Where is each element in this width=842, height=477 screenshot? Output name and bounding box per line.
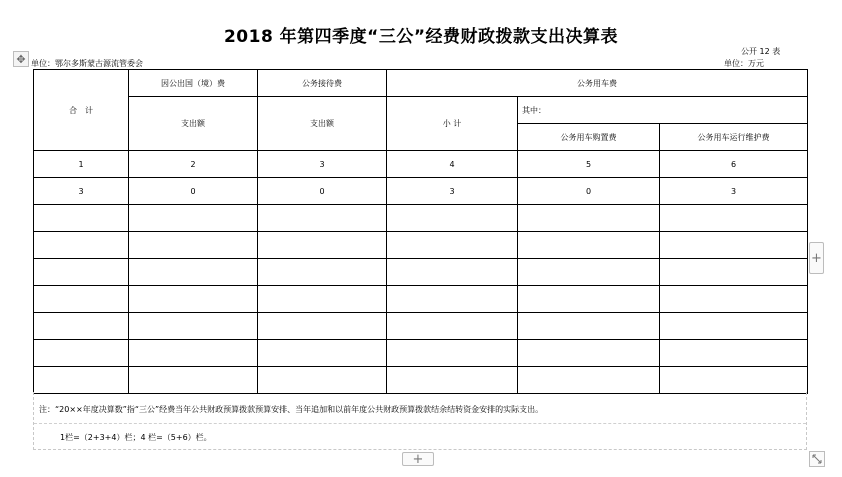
table-cell[interactable] [258, 340, 387, 367]
table-cell[interactable] [660, 286, 808, 313]
table-row [34, 205, 808, 232]
header-expenditure-reception[interactable]: 支出额 [258, 97, 387, 151]
table-cell[interactable] [34, 367, 129, 394]
table-cell[interactable] [387, 259, 518, 286]
table-cell[interactable]: 0 [258, 178, 387, 205]
table-cell[interactable] [258, 259, 387, 286]
table-cell[interactable] [34, 340, 129, 367]
table-cell[interactable] [129, 205, 258, 232]
table-row [34, 313, 808, 340]
table-cell[interactable] [518, 205, 660, 232]
table-cell[interactable] [660, 367, 808, 394]
table-cell[interactable] [387, 340, 518, 367]
table-cell[interactable] [387, 286, 518, 313]
table-cell[interactable] [34, 205, 129, 232]
table-cell[interactable] [129, 340, 258, 367]
table-row [34, 259, 808, 286]
table-row [34, 286, 808, 313]
table-cell[interactable] [258, 232, 387, 259]
table-cell[interactable] [258, 313, 387, 340]
notes-area [33, 392, 807, 450]
table-cell[interactable] [387, 367, 518, 394]
table-cell[interactable] [660, 313, 808, 340]
header-vehicle[interactable]: 公务用车费 [387, 70, 808, 97]
expense-table [33, 69, 808, 394]
table-cell[interactable] [518, 259, 660, 286]
table-cell[interactable] [387, 313, 518, 340]
table-cell[interactable] [129, 313, 258, 340]
table-cell[interactable]: 5 [518, 151, 660, 178]
header-reception[interactable]: 公务接待费 [258, 70, 387, 97]
table-row [34, 178, 808, 205]
table-cell[interactable] [518, 313, 660, 340]
page-title: 2018 年第四季度“三公”经费财政拨款支出决算表 [223, 27, 619, 47]
table-cell[interactable] [518, 232, 660, 259]
table-cell[interactable] [660, 340, 808, 367]
table-cell[interactable] [129, 286, 258, 313]
table-cell[interactable] [387, 232, 518, 259]
table-cell[interactable] [129, 367, 258, 394]
table-cell[interactable] [518, 340, 660, 367]
table-cell[interactable] [129, 232, 258, 259]
table-cell[interactable] [258, 205, 387, 232]
table-cell[interactable] [34, 232, 129, 259]
table-cell[interactable] [660, 232, 808, 259]
table-cell[interactable] [34, 259, 129, 286]
add-row-button[interactable]: + [402, 452, 434, 466]
table-row [34, 232, 808, 259]
header-vehicle-purchase[interactable]: 公务用车购置费 [518, 124, 660, 151]
resize-arrows-icon [812, 454, 822, 464]
table-cell[interactable] [518, 286, 660, 313]
table-cell[interactable] [258, 367, 387, 394]
table-cell[interactable]: 4 [387, 151, 518, 178]
table-row [34, 151, 808, 178]
table-cell[interactable]: 3 [34, 178, 129, 205]
unit-organization: 单位：鄂尔多斯蒙古源流管委会 [31, 59, 143, 68]
table-cell[interactable] [660, 205, 808, 232]
table-cell[interactable]: 3 [387, 178, 518, 205]
header-total[interactable]: 合 计 [34, 70, 129, 151]
table-cell[interactable] [258, 286, 387, 313]
table-cell[interactable] [34, 286, 129, 313]
header-vehicle-operation[interactable]: 公务用车运行维护费 [660, 124, 808, 151]
table-cell[interactable]: 0 [518, 178, 660, 205]
table-resize-handle-icon[interactable] [809, 451, 825, 467]
table-cell[interactable]: 3 [258, 151, 387, 178]
note-divider [34, 423, 806, 424]
table-cell[interactable] [660, 259, 808, 286]
table-note[interactable]: 注：“20××年度决算数”指“三公”经费当年公共财政预算拨款预算安排、当年追加和以前年度公共财政预算拨款结余结转资金安排的实际支出。 [39, 405, 544, 414]
table-cell[interactable]: 3 [660, 178, 808, 205]
table-row [34, 340, 808, 367]
formula-note[interactable]: 1栏=（2+3+4）栏；4 栏=（5+6）栏。 [60, 433, 212, 442]
table-cell[interactable] [387, 205, 518, 232]
header-subtotal[interactable]: 小 计 [387, 97, 518, 151]
header-expenditure-abroad[interactable]: 支出额 [129, 97, 258, 151]
unit-currency: 单位：万元 [724, 59, 764, 68]
table-row [34, 367, 808, 394]
table-cell[interactable]: 2 [129, 151, 258, 178]
header-of-which[interactable]: 其中： [518, 97, 808, 124]
table-cell[interactable] [129, 259, 258, 286]
table-cell[interactable]: 1 [34, 151, 129, 178]
add-column-button[interactable]: + [809, 242, 824, 274]
table-cell[interactable] [34, 313, 129, 340]
header-abroad[interactable]: 因公出国（境）费 [129, 70, 258, 97]
table-cell[interactable] [518, 367, 660, 394]
table-cell[interactable]: 6 [660, 151, 808, 178]
form-number: 公开 12 表 [741, 47, 781, 56]
table-move-handle-icon[interactable]: ✥ [13, 51, 29, 67]
table-cell[interactable]: 0 [129, 178, 258, 205]
